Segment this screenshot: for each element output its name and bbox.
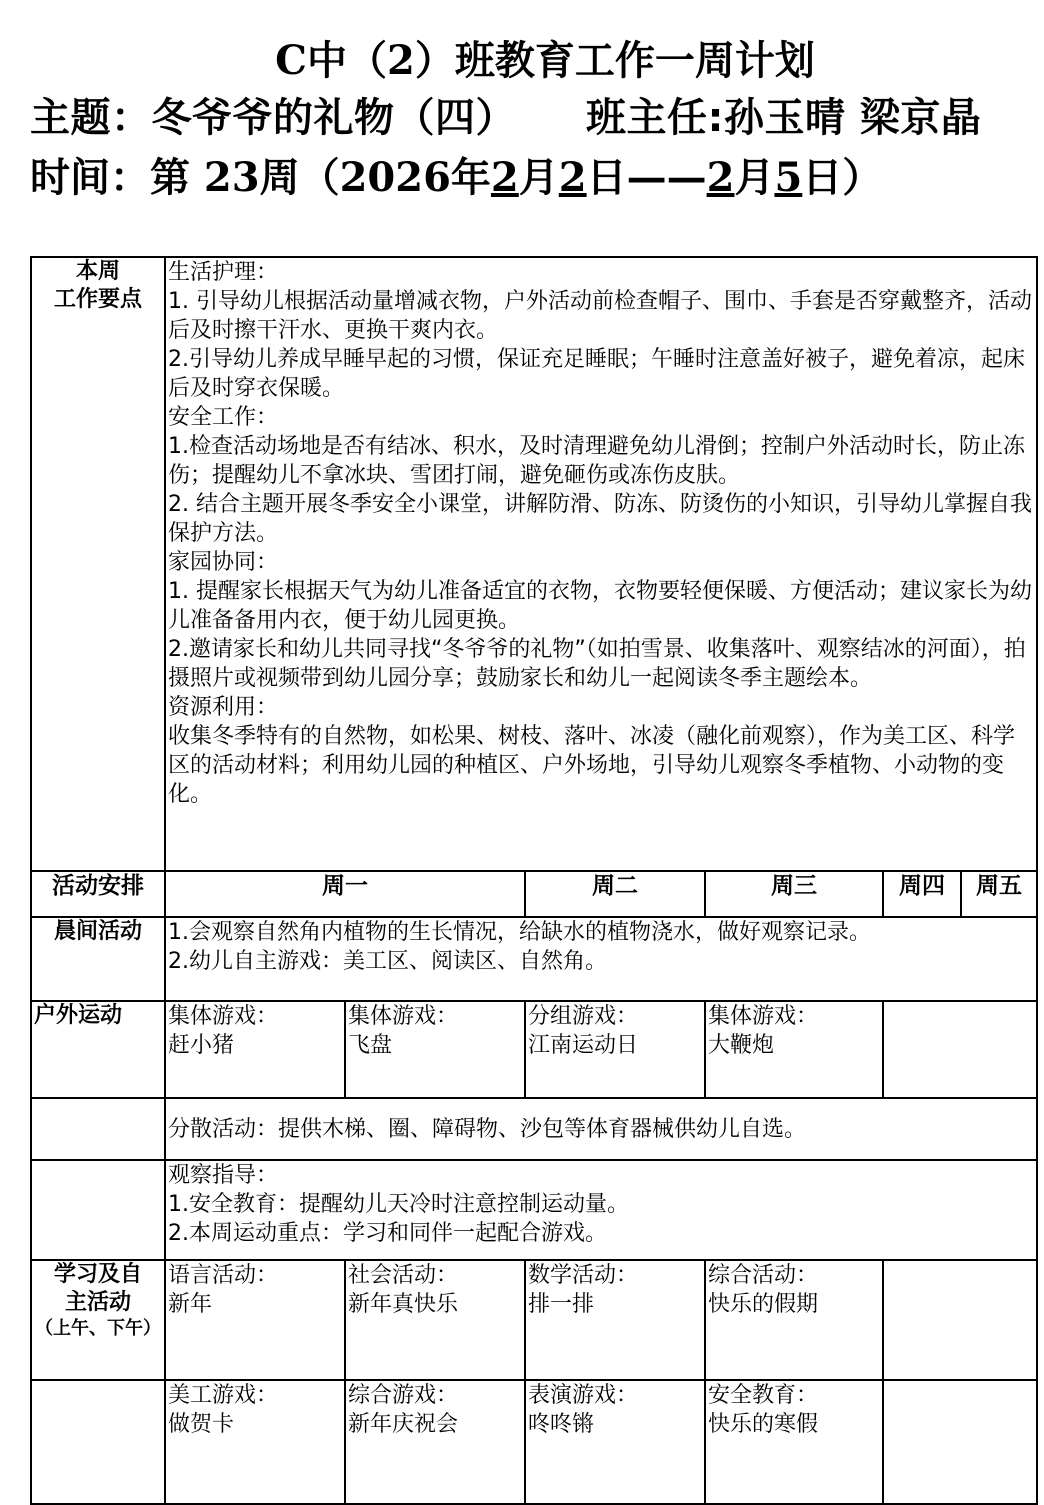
activity-type: 美工游戏： <box>168 1383 279 1408</box>
theme-line <box>30 96 1036 140</box>
learning-cell <box>345 1260 525 1380</box>
learning-label-line1: 学习及自 <box>53 1262 142 1287</box>
learning-cell <box>165 1380 345 1504</box>
key-points-label <box>31 257 165 871</box>
game-name: 赶小猪 <box>168 1033 235 1058</box>
activity-type: 综合活动： <box>708 1263 819 1288</box>
day-wednesday: 周三 <box>705 871 883 917</box>
game-name: 大鞭炮 <box>708 1033 775 1058</box>
learning-label-line2: 主活动 <box>64 1290 131 1315</box>
learning-cell-empty <box>883 1380 1037 1504</box>
learning-cell <box>705 1260 883 1380</box>
game-type: 集体游戏： <box>168 1004 279 1029</box>
schedule-header-row <box>31 871 1037 917</box>
guidance-line: 观察指导： <box>168 1163 279 1188</box>
learning-label-line3: （上午、下午） <box>35 1318 161 1339</box>
day-tuesday: 周二 <box>525 871 705 917</box>
day-char: 日 <box>586 154 627 201</box>
activity-name: 排一排 <box>528 1292 595 1317</box>
key-point-line: 1. 提醒家长根据天气为幼儿准备适宜的衣物，衣物要轻便保暖、方便活动；建议家长为幼儿准备备用内衣，便于幼儿园更换。 <box>168 579 1032 633</box>
key-point-line: 家园协同： <box>168 550 279 575</box>
key-point-line: 收集冬季特有的自然物，如松果、树枝、落叶、冰凌（融化前观察），作为美工区、科学区的活动材料；利用幼儿园的种植区、户外场地，引导幼儿观察冬季植物、小动物的变化。 <box>168 724 1016 807</box>
scattered-label-empty <box>31 1098 165 1160</box>
week-text: 第 23周（2026年 <box>150 154 491 201</box>
game-type: 集体游戏： <box>708 1004 819 1029</box>
learning-row-2 <box>31 1380 1037 1504</box>
game-type: 集体游戏： <box>348 1004 459 1029</box>
theme-label: 主题： <box>30 95 152 141</box>
key-points-content <box>165 257 1037 871</box>
scattered-row <box>31 1098 1037 1160</box>
outdoor-row <box>31 1001 1037 1098</box>
learning-cell <box>525 1380 705 1504</box>
teacher-label: 班主任: <box>586 95 724 141</box>
day-thursday: 周四 <box>883 871 961 917</box>
activity-type: 语言活动： <box>168 1263 279 1288</box>
outdoor-label: 户外运动 <box>31 1001 165 1098</box>
key-point-line: 2. 结合主题开展冬季安全小课堂，讲解防滑、防冻、防烫伤的小知识，引导幼儿掌握自我保护方法。 <box>168 492 1032 546</box>
key-points-label-line1: 本周 <box>75 259 120 284</box>
activity-name: 咚咚锵 <box>528 1412 595 1437</box>
guidance-content <box>165 1160 1037 1260</box>
guidance-line: 1.安全教育：提醒幼儿天冷时注意控制运动量。 <box>168 1192 629 1217</box>
time-line <box>30 150 1036 206</box>
activity-name: 快乐的寒假 <box>708 1412 819 1437</box>
game-type: 分组游戏： <box>528 1004 639 1029</box>
outdoor-game-empty <box>883 1001 1037 1098</box>
activity-type: 安全教育： <box>708 1383 819 1408</box>
game-name: 江南运动日 <box>528 1033 639 1058</box>
theme-value: 冬爷爷的礼物（四） <box>151 95 516 141</box>
key-point-line: 资源利用： <box>168 695 279 720</box>
learning-cell <box>525 1260 705 1380</box>
month-char: 月 <box>518 154 559 201</box>
key-points-label-line2: 工作要点 <box>53 287 142 312</box>
learning-label-empty <box>31 1380 165 1504</box>
learning-cell <box>165 1260 345 1380</box>
date-dash: —— <box>626 154 707 201</box>
outdoor-game-tuesday <box>525 1001 705 1098</box>
schedule-label: 活动安排 <box>31 871 165 917</box>
morning-line: 2.幼儿自主游戏：美工区、阅读区、自然角。 <box>168 949 607 974</box>
scattered-content: 分散活动：提供木梯、圈、障碍物、沙包等体育器械供幼儿自选。 <box>165 1098 1037 1160</box>
page-title: C中（2）班教育工作一周计划 <box>275 37 815 84</box>
end-month: 2 <box>706 154 735 201</box>
activity-type: 数学活动： <box>528 1263 639 1288</box>
activity-type: 综合游戏： <box>348 1383 459 1408</box>
key-point-line: 安全工作： <box>168 405 279 430</box>
key-point-line: 1.检查活动场地是否有结冰、积水，及时清理避免幼儿滑倒；控制户外活动时长，防止冻伤；提醒幼儿不拿冰块、雪团打闹，避免砸伤或冻伤皮肤。 <box>168 434 1025 488</box>
key-point-line: 生活护理： <box>168 260 279 285</box>
morning-row <box>31 917 1037 1001</box>
learning-label <box>31 1260 165 1380</box>
learning-cell <box>345 1380 525 1504</box>
weekly-plan-table <box>30 256 1038 1505</box>
activity-name: 快乐的假期 <box>708 1292 819 1317</box>
guidance-label-empty <box>31 1160 165 1260</box>
outdoor-game-wednesday <box>705 1001 883 1098</box>
learning-cell-empty <box>883 1260 1037 1380</box>
activity-type: 表演游戏： <box>528 1383 639 1408</box>
key-points-row <box>31 257 1037 871</box>
activity-type: 社会活动： <box>348 1263 459 1288</box>
morning-label: 晨间活动 <box>31 917 165 1001</box>
end-month-char: 月 <box>734 154 775 201</box>
time-label: 时间： <box>30 155 150 201</box>
key-point-line: 1. 引导幼儿根据活动量增减衣物，户外活动前检查帽子、围巾、手套是否穿戴整齐，活动后及时擦干汗水、更换干爽内衣。 <box>168 289 1032 343</box>
learning-row-1 <box>31 1260 1037 1380</box>
activity-name: 新年 <box>168 1292 213 1317</box>
document-header <box>30 30 1036 206</box>
outdoor-game-monday-2 <box>345 1001 525 1098</box>
morning-content <box>165 917 1037 1001</box>
activity-name: 做贺卡 <box>168 1412 235 1437</box>
outdoor-game-monday <box>165 1001 345 1098</box>
morning-line: 1.会观察自然角内植物的生长情况，给缺水的植物浇水，做好观察记录。 <box>168 920 871 945</box>
day-monday: 周一 <box>165 871 525 917</box>
learning-cell <box>705 1380 883 1504</box>
key-point-line: 2.邀请家长和幼儿共同寻找“冬爷爷的礼物”（如拍雪景、收集落叶、观察结冰的河面），拍摄照片或视频带到幼儿园分享；鼓励家长和幼儿一起阅读冬季主题绘本。 <box>168 637 1026 691</box>
teacher-value: 孙玉晴 梁京晶 <box>724 95 982 141</box>
game-name: 飞盘 <box>348 1033 393 1058</box>
key-point-line: 2.引导幼儿养成早睡早起的习惯，保证充足睡眠；午睡时注意盖好被子，避免着凉，起床后及时穿衣保暖。 <box>168 347 1025 401</box>
end-tail: 日） <box>802 154 883 201</box>
activity-name: 新年庆祝会 <box>348 1412 459 1437</box>
end-day: 5 <box>774 154 803 201</box>
start-month: 2 <box>490 154 519 201</box>
start-day: 2 <box>558 154 587 201</box>
guidance-line: 2.本周运动重点：学习和同伴一起配合游戏。 <box>168 1221 607 1246</box>
activity-name: 新年真快乐 <box>348 1292 459 1317</box>
guidance-row <box>31 1160 1037 1260</box>
day-friday: 周五 <box>961 871 1037 917</box>
